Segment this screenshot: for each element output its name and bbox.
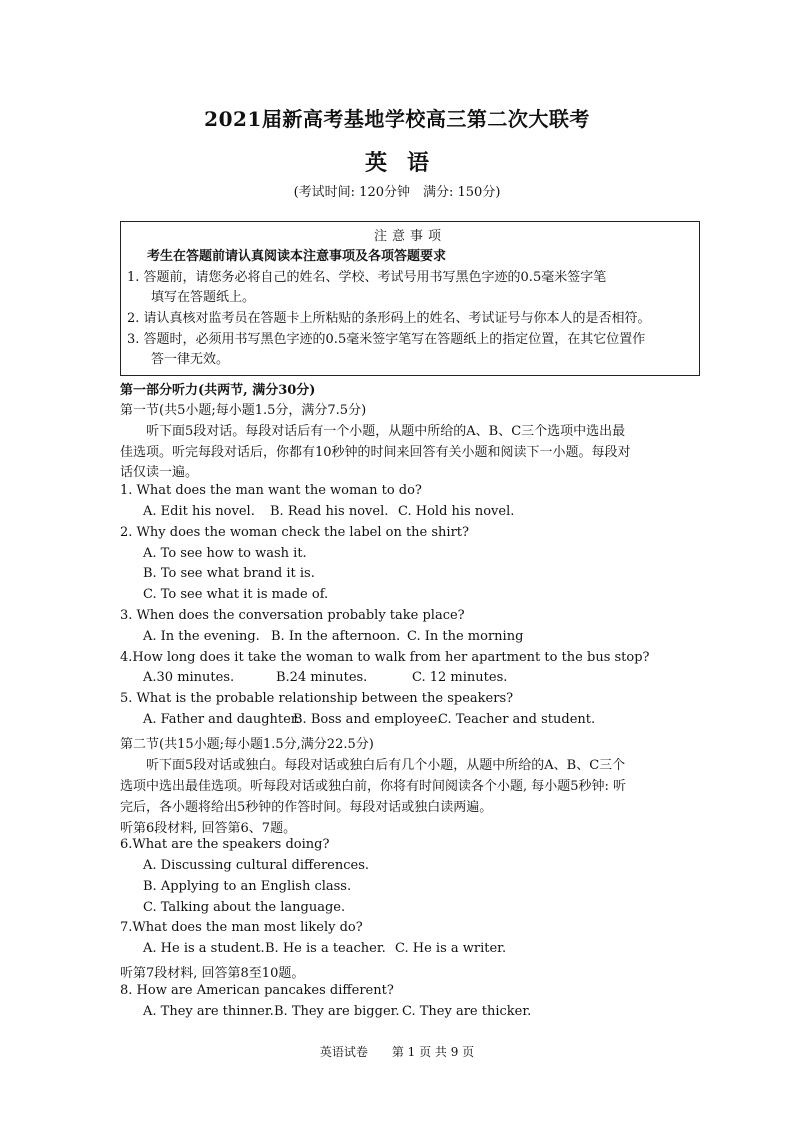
question-1-stem: 1. What does the man want the woman to do? [120, 483, 422, 498]
section2-intro-2: 选项中选出最佳选项。听每段对话或独白前，你将有时间阅读各个小题, 每小题5秒钟: 听 [120, 779, 627, 794]
exam-title: 2021届新高考基地学校高三第二次大联考 [204, 107, 590, 131]
material-7-instruction: 听第7段材料, 回答第8至10题。 [120, 966, 305, 981]
question-1-option-c: C. Hold his novel. [398, 504, 515, 519]
question-1-option-b: B. Read his novel. [270, 504, 389, 519]
question-8-option-c: C. They are thicker. [402, 1004, 532, 1019]
question-7-option-c: C. He is a writer. [395, 941, 507, 956]
question-6-option-c: C. Talking about the language. [143, 900, 346, 915]
notice-title: 注意事项 [373, 229, 446, 244]
question-3-option-b: B. In the afternoon. [271, 629, 401, 644]
section1-intro-2: 佳选项。听完每段对话后，你都有10秒钟的时间来回答有关小题和阅读下一小题。每段对 [120, 445, 631, 460]
question-4-stem: 4.How long does it take the woman to walk from her apartment to the bus stop? [120, 650, 650, 665]
section2-intro-3: 完后，各小题将给出5秒钟的作答时间。每段对话或独白读两遍。 [120, 800, 493, 815]
question-8-option-b: B. They are bigger. [274, 1004, 400, 1019]
question-2-option-b: B. To see what brand it is. [143, 566, 315, 581]
notice-item-1-cont: 填写在答题纸上。 [151, 290, 256, 305]
question-1-option-a: A. Edit his novel. [143, 504, 255, 519]
part1-heading: 第一部分听力(共两节, 满分30分) [120, 383, 316, 398]
question-4-option-c: C. 12 minutes. [412, 670, 508, 685]
notice-item-3-cont: 答一律无效。 [151, 352, 230, 367]
question-3-stem: 3. When does the conversation probably take place? [120, 608, 465, 623]
question-2-option-c: C. To see what it is made of. [143, 587, 329, 602]
exam-info: (考试时间: 120分钟 满分: 150分) [293, 185, 501, 200]
material-6-instruction: 听第6段材料, 回答第6、7题。 [120, 821, 297, 836]
notice-item-2: 2. 请认真核对监考员在答题卡上所粘贴的条形码上的姓名、考试证号与你本人的是否相符。 [127, 311, 651, 326]
question-8-stem: 8. How are American pancakes different? [120, 983, 394, 998]
question-8-option-a: A. They are thinner. [143, 1004, 274, 1019]
section1-intro-1: 听下面5段对话。每段对话后有一个小题，从题中所给的A、B、C三个选项中选出最 [146, 424, 626, 439]
question-7-option-b: B. He is a teacher. [265, 941, 386, 956]
question-5-option-a: A. Father and daughter. [143, 712, 300, 727]
section1-intro-3: 话仅读一遍。 [120, 465, 199, 480]
notice-subtitle: 考生在答题前请认真阅读本注意事项及各项答题要求 [147, 249, 447, 264]
page-footer: 英语试卷 第 1 页 共 9 页 [319, 1045, 475, 1059]
notice-item-1: 1. 答题前，请您务必将自己的姓名、学校、考试号用书写黑色字迹的0.5毫米签字笔 [127, 270, 607, 285]
question-7-stem: 7.What does the man most likely do? [120, 920, 363, 935]
question-2-stem: 2. Why does the woman check the label on the shirt? [120, 525, 469, 540]
question-6-option-b: B. Applying to an English class. [143, 879, 352, 894]
question-7-option-a: A. He is a student. [143, 941, 265, 956]
question-6-stem: 6.What are the speakers doing? [120, 837, 330, 852]
question-4-option-b: B.24 minutes. [276, 670, 368, 685]
notice-item-3: 3. 答题时，必须用书写黑色字迹的0.5毫米签字笔写在答题纸上的指定位置，在其它位置作 [127, 332, 646, 347]
question-2-option-a: A. To see how to wash it. [143, 546, 307, 561]
question-5-option-b: B. Boss and employee. [293, 712, 442, 727]
notice-box [120, 221, 700, 376]
question-3-option-a: A. In the evening. [143, 629, 260, 644]
subject-title: 英语 [364, 150, 449, 176]
question-5-option-c: C. Teacher and student. [438, 712, 596, 727]
section2-intro-1: 听下面5段对话或独白。每段对话或独白后有几个小题，从题中所给的A、B、C三个 [146, 758, 626, 773]
question-3-option-c: C. In the morning [407, 629, 524, 644]
question-5-stem: 5. What is the probable relationship between the speakers? [120, 691, 514, 706]
section1-heading: 第一节(共5小题;每小题1.5分，满分7.5分) [120, 403, 367, 418]
question-6-option-a: A. Discussing cultural differences. [143, 858, 370, 873]
section2-heading: 第二节(共15小题;每小题1.5分,满分22.5分) [120, 737, 374, 752]
question-4-option-a: A.30 minutes. [143, 670, 235, 685]
